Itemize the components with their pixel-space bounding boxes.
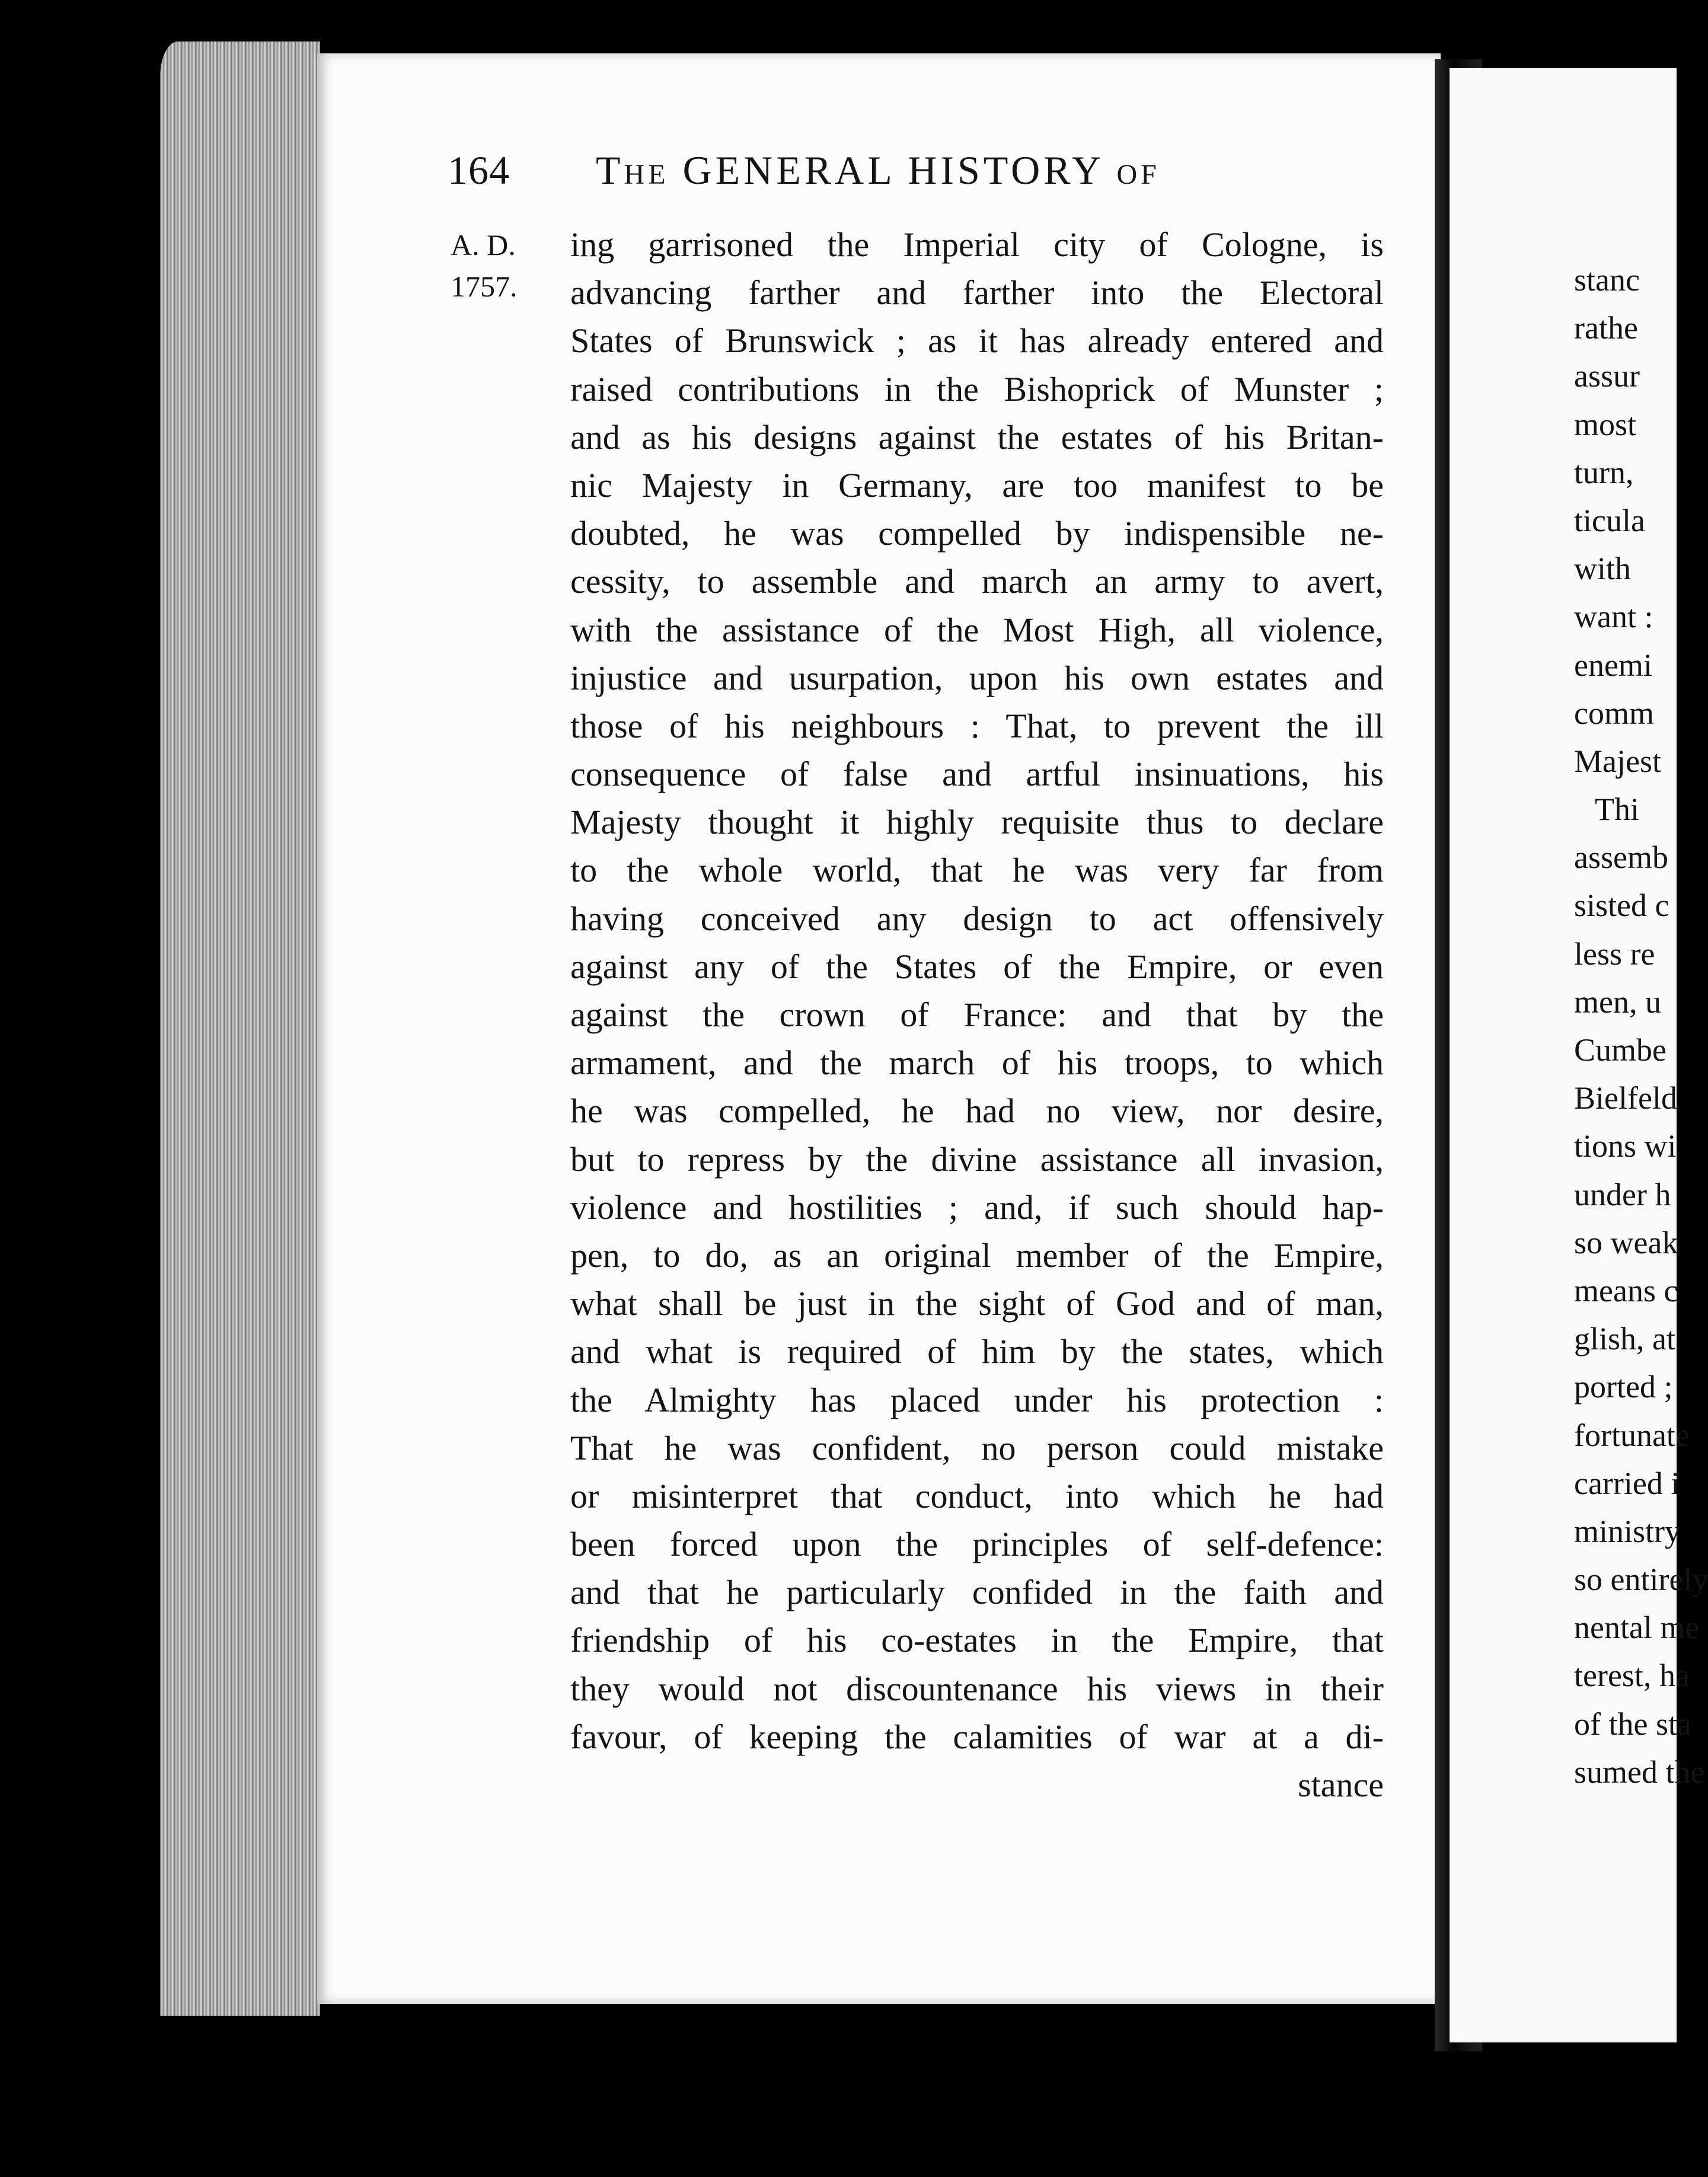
right-page-line: want :: [1574, 599, 1653, 635]
text-line: Majesty thought it highly requisite thus to declare: [570, 803, 1384, 842]
right-page-line: comm: [1574, 695, 1654, 731]
margin-date-note: [451, 224, 557, 307]
right-page-line: ported ;: [1574, 1369, 1673, 1405]
right-page-line: enemi: [1574, 647, 1652, 683]
text-line: against any of the States of the Empire, or even: [570, 947, 1384, 986]
text-line: having conceived any design to act offensively: [570, 899, 1384, 938]
running-title: The GENERAL HISTORY of: [596, 148, 1160, 193]
text-line: armament, and the march of his troops, to which: [570, 1043, 1384, 1083]
text-line: consequence of false and artful insinuations, his: [570, 755, 1384, 794]
right-page-text: [1574, 256, 1708, 1796]
right-page-line: stanc: [1574, 262, 1640, 298]
margin-year: 1757.: [451, 270, 518, 303]
text-line: or misinterpret that conduct, into which he had: [570, 1476, 1384, 1515]
text-line: and as his designs against the estates of his Britan-: [570, 417, 1384, 457]
text-line: those of his neighbours : That, to prevent the ill: [570, 706, 1384, 745]
text-line: they would not discountenance his views in their: [570, 1669, 1384, 1708]
text-line: he was compelled, he had no view, nor desire,: [570, 1091, 1384, 1131]
page-number: 164: [448, 148, 510, 193]
right-page-line: sumed the: [1574, 1754, 1705, 1790]
right-page-line: Cumbe: [1574, 1032, 1667, 1068]
right-page-line: less re: [1574, 936, 1655, 972]
text-line: ing garrisoned the Imperial city of Cologne, is: [570, 225, 1384, 264]
text-line: what shall be just in the sight of God and of man,: [570, 1284, 1384, 1323]
right-page-line: with: [1574, 551, 1632, 587]
right-page-line: under h: [1574, 1176, 1671, 1212]
right-page-line: so weak: [1574, 1224, 1678, 1260]
right-page-line: of the sta: [1574, 1706, 1691, 1742]
right-page-line: sisted c: [1574, 888, 1669, 924]
right-page-line: turn,: [1574, 454, 1634, 490]
text-line: violence and hostilities ; and, if such should hap-: [570, 1188, 1384, 1227]
text-line: but to repress by the divine assistance all invasion,: [570, 1139, 1384, 1179]
text-line: nic Majesty in Germany, are too manifest to be: [570, 465, 1384, 505]
text-line: That he was confident, no person could mistake: [570, 1428, 1384, 1467]
right-page-line: terest, ha: [1574, 1658, 1690, 1694]
text-line: and that he particularly confided in the faith and: [570, 1573, 1384, 1612]
text-line: to the whole world, that he was very far from: [570, 851, 1384, 890]
right-page-line: most: [1574, 406, 1637, 442]
text-line: with the assistance of the Most High, all violence,: [570, 610, 1384, 649]
right-page-line: ministry: [1574, 1513, 1681, 1549]
text-line: been forced upon the principles of self-defence:: [570, 1525, 1384, 1564]
right-page-line: glish, at: [1574, 1321, 1675, 1357]
text-line: friendship of his co-estates in the Empire, that: [570, 1621, 1384, 1660]
text-line: raised contributions in the Bishoprick of Munster ;: [570, 369, 1384, 408]
right-page-line: fortunate: [1574, 1417, 1690, 1453]
text-line: advancing farther and farther into the Electoral: [570, 273, 1384, 312]
right-page-line: Bielfeld: [1574, 1080, 1677, 1116]
right-page-line: so entirely: [1574, 1562, 1708, 1598]
right-page-line: rathe: [1574, 310, 1638, 346]
right-page-line: men, u: [1574, 984, 1661, 1020]
body-text: [570, 221, 1384, 1809]
right-page-line: assemb: [1574, 839, 1668, 876]
right-page-line: assur: [1574, 358, 1640, 394]
text-line: the Almighty has placed under his protection :: [570, 1380, 1384, 1419]
right-page-line: means c: [1574, 1272, 1678, 1308]
right-page-line: carried i: [1574, 1465, 1680, 1501]
right-page-line: Thi: [1595, 791, 1639, 828]
text-line: and what is required of him by the states, which: [570, 1332, 1384, 1371]
page-stack-edge: [160, 42, 320, 2016]
right-page-line: nental me: [1574, 1610, 1700, 1646]
text-line: States of Brunswick ; as it has already entered and: [570, 321, 1384, 360]
text-line: against the crown of France: and that by the: [570, 995, 1384, 1034]
running-head: [448, 147, 1337, 200]
text-line: pen, to do, as an original member of the Empire,: [570, 1236, 1384, 1275]
text-line: cessity, to assemble and march an army to avert,: [570, 562, 1384, 601]
margin-era: A. D.: [451, 228, 516, 261]
text-line: favour, of keeping the calamities of war at a di-: [570, 1717, 1384, 1756]
right-page-line: Majest: [1574, 743, 1661, 779]
text-line: doubted, he was compelled by indispensible ne-: [570, 514, 1384, 553]
right-page-line: ticula: [1574, 502, 1645, 538]
text-line: injustice and usurpation, upon his own estates and: [570, 658, 1384, 697]
catchword: stance: [1298, 1766, 1384, 1804]
right-page-line: tions wi: [1574, 1128, 1677, 1164]
